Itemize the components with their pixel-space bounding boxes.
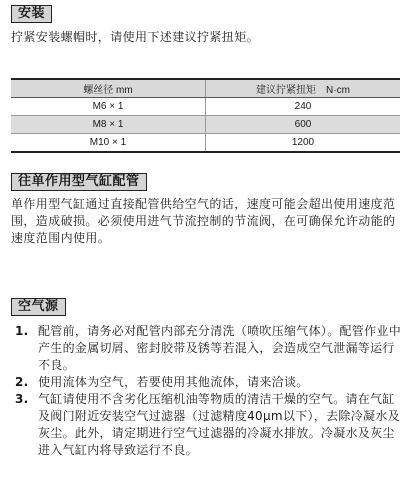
single-acting-text: 单作用型气缸通过直接配管供给空气的话，速度可能会超出使用速度范围，造成破损。必须使用进气节流控制的节流阀，在可确保允许动能的速度范围内使用。	[11, 197, 396, 245]
torque-cell: 1200	[206, 134, 401, 153]
torque-cell: 240	[206, 98, 401, 116]
item-text: 配管前，请务必对配管内部充分清洗（喷吹压缩气体）。配管作业中产生的金属切屑、密封胶带及锈等若混入，会造成空气泄漏等运行不良。	[38, 324, 402, 372]
table-row	[11, 116, 400, 134]
list-item	[11, 391, 403, 459]
thread-size-cell: M10 × 1	[11, 134, 206, 153]
air-source-title: 空气源	[11, 298, 66, 316]
table-header-row	[11, 79, 400, 98]
header-torque: 建议拧紧扭矩 N·cm	[206, 79, 401, 98]
list-item	[11, 323, 403, 374]
table-row	[11, 134, 400, 153]
item-text: 气缸请使用不含劣化压缩机油等物质的清洁干燥的空气。请在气缸及阀门附近安装空气过滤器（过滤精度40μm以下），去除冷凝水及灰尘。此外，请定期进行空气过滤器的冷凝水排放。冷凝水及灰尘进入气缸内将导致运行不良。	[38, 392, 400, 457]
item-text: 使用流体为空气，若要使用其他流体，请来洽谈。	[38, 375, 309, 389]
torque-cell: 600	[206, 116, 401, 134]
thread-size-cell: M6 × 1	[11, 98, 206, 116]
item-number: 2.	[15, 375, 29, 389]
item-number: 1.	[15, 324, 29, 338]
list-item	[11, 374, 403, 391]
item-number: 3.	[15, 392, 29, 406]
table-row	[11, 98, 400, 116]
install-title: 安装	[11, 5, 52, 23]
thread-size-cell: M8 × 1	[11, 116, 206, 134]
single-acting-title: 往单作用型气缸配管	[11, 173, 147, 191]
torque-table	[11, 78, 400, 153]
header-thread-size: 螺丝径 mm	[11, 79, 206, 98]
install-text: 拧紧安装螺帽时，请使用下述建议拧紧扭矩。	[11, 30, 260, 44]
air-source-list	[11, 323, 403, 459]
